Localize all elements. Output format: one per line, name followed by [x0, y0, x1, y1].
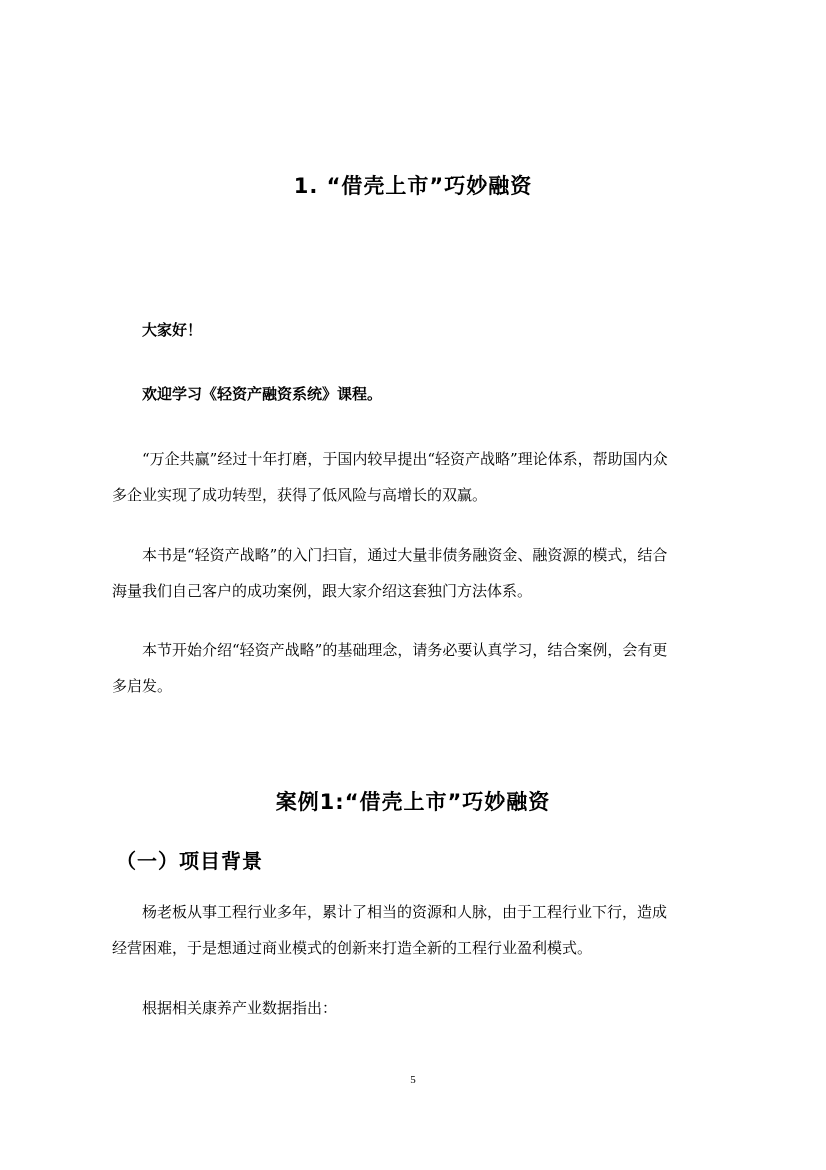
case-title: 案例1:“借壳上市”巧妙融资: [275, 790, 551, 814]
intro-paragraph: “万企共赢”经过十年打磨，于国内较早提出“轻资产战略”理论体系，帮助国内众多企业实现了成功转型，获得了低风险与高增长的双赢。: [112, 450, 668, 504]
section-intro-paragraph: 本节开始介绍“轻资产战略”的基础理念，请务必要认真学习，结合案例，会有更多启发。: [112, 641, 668, 695]
case-background-paragraph: 杨老板从事工程行业多年，累计了相当的资源和人脉，由于工程行业下行，造成经营困难，于是想通过商业模式的创新来打造全新的工程行业盈利模式。: [112, 903, 668, 957]
case-data-paragraph: 根据相关康养产业数据指出：: [142, 999, 338, 1017]
section-heading-project-background: （一）项目背景: [116, 849, 263, 873]
page-number: 5: [410, 1074, 416, 1086]
book-overview-paragraph: 本书是“轻资产战略”的入门扫盲，通过大量非债务融资金、融资源的模式，结合海量我们自己客户的成功案例，跟大家介绍这套独门方法体系。: [112, 546, 668, 600]
greeting-paragraph: 大家好！: [142, 321, 203, 339]
document-title: 1. “借壳上市”巧妙融资: [293, 174, 533, 198]
welcome-paragraph: 欢迎学习《轻资产融资系统》课程。: [142, 385, 383, 403]
